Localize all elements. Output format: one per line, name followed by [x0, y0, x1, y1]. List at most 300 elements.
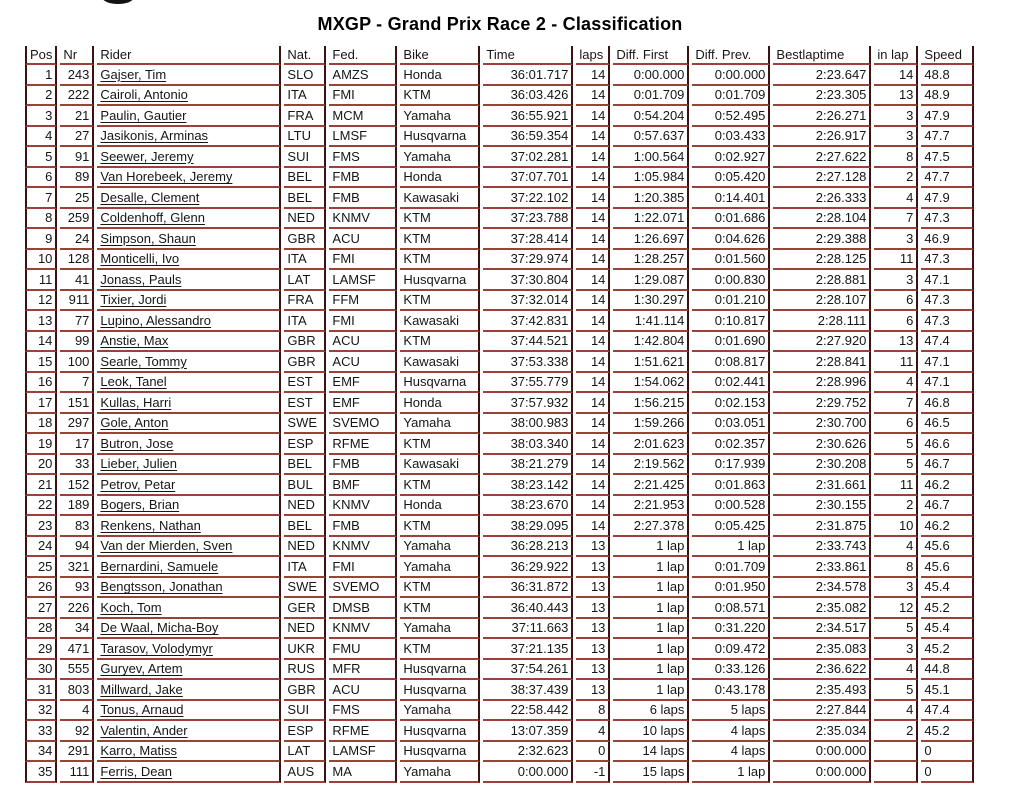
cell-rider: [97, 106, 281, 127]
cell-nr: 77: [60, 311, 94, 332]
cell-fed: KNMV: [329, 619, 397, 640]
cell-in_lap: 6: [874, 311, 918, 332]
cell-in_lap: 11: [874, 352, 918, 373]
cell-nr: 222: [60, 86, 94, 107]
cell-time: 37:07.701: [483, 168, 573, 189]
cell-bestlap: 2:30.626: [773, 434, 871, 455]
cell-laps: 14: [576, 311, 610, 332]
cell-rider: [97, 598, 281, 619]
cell-pos: 1: [25, 65, 57, 86]
cell-pos: 18: [25, 414, 57, 435]
cell-diff_prev: 0:01.709: [692, 86, 770, 107]
cell-laps: 14: [576, 250, 610, 271]
result-row: [25, 598, 974, 619]
cell-laps: 4: [576, 721, 610, 742]
cell-diff_first: 0:01.709: [613, 86, 689, 107]
page-title: MXGP - Grand Prix Race 2 - Classification: [317, 14, 683, 34]
cell-bestlap: 2:27.128: [773, 168, 871, 189]
cell-nat: AUS: [284, 762, 326, 783]
cell-laps: 14: [576, 332, 610, 353]
cell-in_lap: 4: [874, 660, 918, 681]
cell-bestlap: 2:30.700: [773, 414, 871, 435]
cell-nat: LAT: [284, 270, 326, 291]
cell-in_lap: 12: [874, 598, 918, 619]
cell-diff_first: 1 lap: [613, 680, 689, 701]
cell-bike: Honda: [400, 168, 480, 189]
cell-time: 38:23.670: [483, 496, 573, 517]
cell-diff_first: 1 lap: [613, 660, 689, 681]
cell-rider: [97, 496, 281, 517]
cell-fed: RFME: [329, 434, 397, 455]
rider-name: Desalle, Clement: [100, 189, 200, 205]
cell-pos: 11: [25, 270, 57, 291]
cell-bike: Yamaha: [400, 762, 480, 783]
cell-rider: [97, 537, 281, 558]
cell-speed: 45.2: [921, 721, 974, 742]
result-row: [25, 496, 974, 517]
cell-bestlap: 2:30.208: [773, 455, 871, 476]
cell-time: 36:31.872: [483, 578, 573, 599]
cell-nr: 89: [60, 168, 94, 189]
cell-nr: 4: [60, 701, 94, 722]
cell-laps: 13: [576, 639, 610, 660]
cell-time: 38:21.279: [483, 455, 573, 476]
cell-diff_first: 1:41.114: [613, 311, 689, 332]
cell-time: 38:37.439: [483, 680, 573, 701]
cell-nr: 291: [60, 742, 94, 763]
cell-bestlap: 2:27.844: [773, 701, 871, 722]
cell-pos: 10: [25, 250, 57, 271]
cell-in_lap: 3: [874, 106, 918, 127]
rider-name: Bernardini, Samuele: [100, 558, 219, 574]
cell-nr: 83: [60, 516, 94, 537]
cell-bestlap: 2:28.881: [773, 270, 871, 291]
cell-diff_first: 1:29.087: [613, 270, 689, 291]
cell-diff_prev: 0:09.472: [692, 639, 770, 660]
cell-bike: Yamaha: [400, 619, 480, 640]
cell-diff_first: 1 lap: [613, 578, 689, 599]
cell-laps: 13: [576, 578, 610, 599]
cell-bestlap: 2:26.271: [773, 106, 871, 127]
cell-diff_prev: 4 laps: [692, 742, 770, 763]
cell-in_lap: 5: [874, 455, 918, 476]
rider-name: Cairoli, Antonio: [100, 87, 188, 103]
rider-name: Lieber, Julien: [100, 456, 178, 472]
cell-time: 36:28.213: [483, 537, 573, 558]
cell-nat: BEL: [284, 168, 326, 189]
column-header-nr: Nr: [60, 46, 94, 65]
results-table: [22, 46, 977, 783]
cell-nat: UKR: [284, 639, 326, 660]
cell-laps: 13: [576, 660, 610, 681]
cell-diff_first: 2:01.623: [613, 434, 689, 455]
cell-nr: 151: [60, 393, 94, 414]
cell-laps: 0: [576, 742, 610, 763]
cell-speed: 48.9: [921, 86, 974, 107]
cell-nat: FRA: [284, 106, 326, 127]
cell-bike: KTM: [400, 229, 480, 250]
cell-nr: 803: [60, 680, 94, 701]
result-row: [25, 742, 974, 763]
cell-nat: LAT: [284, 742, 326, 763]
rider-name: Jonass, Pauls: [100, 271, 182, 287]
cell-time: 37:32.014: [483, 291, 573, 312]
cell-bike: KTM: [400, 291, 480, 312]
cell-fed: ACU: [329, 680, 397, 701]
cell-fed: EMF: [329, 393, 397, 414]
cell-in_lap: 7: [874, 209, 918, 230]
cell-bike: Husqvarna: [400, 680, 480, 701]
cell-diff_prev: 0:14.401: [692, 188, 770, 209]
cell-nr: 152: [60, 475, 94, 496]
cell-in_lap: 8: [874, 147, 918, 168]
cell-diff_first: 1:28.257: [613, 250, 689, 271]
cell-bike: Husqvarna: [400, 373, 480, 394]
cell-time: 37:57.932: [483, 393, 573, 414]
result-row: [25, 65, 974, 86]
cell-bike: KTM: [400, 475, 480, 496]
rider-name: Renkens, Nathan: [100, 517, 201, 533]
cell-diff_first: 1:05.984: [613, 168, 689, 189]
cell-rider: [97, 311, 281, 332]
cell-nat: SWE: [284, 414, 326, 435]
cell-speed: 45.4: [921, 619, 974, 640]
result-row: [25, 127, 974, 148]
cell-diff_prev: 5 laps: [692, 701, 770, 722]
cell-diff_first: 10 laps: [613, 721, 689, 742]
cell-diff_prev: 0:01.709: [692, 557, 770, 578]
cell-diff_prev: 0:01.863: [692, 475, 770, 496]
cell-diff_prev: 0:02.441: [692, 373, 770, 394]
cell-bike: Yamaha: [400, 106, 480, 127]
cell-diff_first: 1:20.385: [613, 188, 689, 209]
table-header-row: [25, 46, 974, 65]
cell-speed: 45.4: [921, 578, 974, 599]
cell-speed: 45.2: [921, 639, 974, 660]
cell-in_lap: 4: [874, 188, 918, 209]
cell-bike: Kawasaki: [400, 352, 480, 373]
cell-rider: [97, 291, 281, 312]
result-row: [25, 660, 974, 681]
cell-speed: 46.2: [921, 516, 974, 537]
cell-diff_prev: 0:31.220: [692, 619, 770, 640]
cell-diff_prev: 0:00.000: [692, 65, 770, 86]
cell-fed: FMS: [329, 147, 397, 168]
cell-diff_prev: 0:01.690: [692, 332, 770, 353]
cell-diff_first: 2:27.378: [613, 516, 689, 537]
rider-name: Simpson, Shaun: [100, 230, 196, 246]
cell-in_lap: 8: [874, 557, 918, 578]
rider-name: Karro, Matiss: [100, 743, 177, 759]
cell-time: 37:11.663: [483, 619, 573, 640]
column-header-nat: Nat.: [284, 46, 326, 65]
cell-bike: KTM: [400, 209, 480, 230]
cell-nr: 555: [60, 660, 94, 681]
cell-pos: 35: [25, 762, 57, 783]
result-row: [25, 168, 974, 189]
cell-bestlap: 2:35.082: [773, 598, 871, 619]
cell-nr: 24: [60, 229, 94, 250]
cell-diff_first: 1 lap: [613, 639, 689, 660]
cell-nat: SUI: [284, 147, 326, 168]
cell-speed: 47.1: [921, 373, 974, 394]
result-row: [25, 557, 974, 578]
cell-in_lap: 3: [874, 229, 918, 250]
cell-time: 38:00.983: [483, 414, 573, 435]
cell-in_lap: 3: [874, 639, 918, 660]
cell-nr: 27: [60, 127, 94, 148]
column-header-diff_prev: Diff. Prev.: [692, 46, 770, 65]
cell-rider: [97, 393, 281, 414]
cell-laps: 14: [576, 86, 610, 107]
column-header-fed: Fed.: [329, 46, 397, 65]
cell-diff_prev: 0:02.357: [692, 434, 770, 455]
cell-in_lap: 4: [874, 537, 918, 558]
cell-bestlap: 2:26.333: [773, 188, 871, 209]
cell-nr: 321: [60, 557, 94, 578]
cell-diff_first: 1 lap: [613, 537, 689, 558]
cell-rider: [97, 352, 281, 373]
cell-laps: 13: [576, 537, 610, 558]
cell-pos: 16: [25, 373, 57, 394]
cell-time: 37:02.281: [483, 147, 573, 168]
cell-speed: 44.8: [921, 660, 974, 681]
cell-fed: FMB: [329, 188, 397, 209]
cell-in_lap: 6: [874, 414, 918, 435]
cell-pos: 31: [25, 680, 57, 701]
rider-name: Petrov, Petar: [100, 476, 176, 492]
cell-bike: Kawasaki: [400, 455, 480, 476]
cell-nr: 93: [60, 578, 94, 599]
cell-diff_prev: 0:00.528: [692, 496, 770, 517]
cell-laps: 14: [576, 393, 610, 414]
cell-laps: 13: [576, 598, 610, 619]
result-row: [25, 455, 974, 476]
cell-bestlap: 2:33.861: [773, 557, 871, 578]
cell-fed: SVEMO: [329, 578, 397, 599]
cell-nr: 297: [60, 414, 94, 435]
cell-bike: Husqvarna: [400, 742, 480, 763]
cell-in_lap: 5: [874, 680, 918, 701]
cell-nr: 100: [60, 352, 94, 373]
cell-speed: 47.4: [921, 332, 974, 353]
cell-pos: 13: [25, 311, 57, 332]
cell-laps: 14: [576, 168, 610, 189]
column-header-speed: Speed: [921, 46, 974, 65]
cell-fed: KNMV: [329, 496, 397, 517]
cell-bestlap: 0:00.000: [773, 742, 871, 763]
cell-speed: 47.3: [921, 250, 974, 271]
column-header-diff_first: Diff. First: [613, 46, 689, 65]
cell-diff_first: 0:00.000: [613, 65, 689, 86]
cell-speed: 45.6: [921, 537, 974, 558]
cell-fed: FFM: [329, 291, 397, 312]
cell-time: 37:29.974: [483, 250, 573, 271]
cell-bike: KTM: [400, 332, 480, 353]
cell-laps: 14: [576, 127, 610, 148]
cell-diff_first: 0:57.637: [613, 127, 689, 148]
cell-fed: FMB: [329, 168, 397, 189]
cell-nr: 99: [60, 332, 94, 353]
column-header-laps: laps: [576, 46, 610, 65]
cell-diff_first: 1:22.071: [613, 209, 689, 230]
cell-pos: 27: [25, 598, 57, 619]
cell-rider: [97, 701, 281, 722]
cell-rider: [97, 86, 281, 107]
rider-name: Tarasov, Volodymyr: [100, 640, 213, 656]
cell-laps: 13: [576, 557, 610, 578]
cell-time: 36:29.922: [483, 557, 573, 578]
cell-nat: GER: [284, 598, 326, 619]
rider-name: Bogers, Brian: [100, 497, 180, 513]
cell-in_lap: 11: [874, 250, 918, 271]
result-row: [25, 311, 974, 332]
cell-bestlap: 2:35.083: [773, 639, 871, 660]
cell-in_lap: 6: [874, 291, 918, 312]
cell-rider: [97, 147, 281, 168]
cell-diff_prev: 0:01.210: [692, 291, 770, 312]
cell-diff_first: 2:21.425: [613, 475, 689, 496]
cell-in_lap: 2: [874, 168, 918, 189]
result-row: [25, 147, 974, 168]
result-row: [25, 721, 974, 742]
cell-fed: MA: [329, 762, 397, 783]
cell-diff_first: 2:21.953: [613, 496, 689, 517]
cell-diff_first: 1 lap: [613, 557, 689, 578]
rider-name: Jasikonis, Arminas: [100, 128, 209, 144]
cell-fed: FMI: [329, 250, 397, 271]
cell-laps: 14: [576, 475, 610, 496]
cell-speed: 46.2: [921, 475, 974, 496]
cell-laps: 14: [576, 229, 610, 250]
cell-bestlap: 2:29.752: [773, 393, 871, 414]
cell-bike: Yamaha: [400, 701, 480, 722]
result-row: [25, 86, 974, 107]
cell-nat: NED: [284, 496, 326, 517]
cell-pos: 9: [25, 229, 57, 250]
cell-speed: 0: [921, 742, 974, 763]
cell-in_lap: 2: [874, 721, 918, 742]
cell-laps: 14: [576, 352, 610, 373]
cell-nat: NED: [284, 537, 326, 558]
cell-speed: 47.1: [921, 270, 974, 291]
cell-diff_prev: 4 laps: [692, 721, 770, 742]
cell-diff_first: 1:26.697: [613, 229, 689, 250]
cell-pos: 3: [25, 106, 57, 127]
cell-time: 36:55.921: [483, 106, 573, 127]
cell-pos: 21: [25, 475, 57, 496]
cell-pos: 17: [25, 393, 57, 414]
cell-nr: 471: [60, 639, 94, 660]
cell-time: 36:59.354: [483, 127, 573, 148]
cell-nr: 41: [60, 270, 94, 291]
cell-bike: KTM: [400, 250, 480, 271]
cell-pos: 25: [25, 557, 57, 578]
cell-rider: [97, 229, 281, 250]
cell-fed: BMF: [329, 475, 397, 496]
cell-nat: ITA: [284, 557, 326, 578]
cell-bike: Yamaha: [400, 147, 480, 168]
cell-time: 38:03.340: [483, 434, 573, 455]
cell-time: 36:40.443: [483, 598, 573, 619]
cell-nr: 17: [60, 434, 94, 455]
cell-fed: AMZS: [329, 65, 397, 86]
cell-speed: 47.5: [921, 147, 974, 168]
cell-nr: 21: [60, 106, 94, 127]
column-header-pos: Pos: [25, 46, 57, 65]
cell-diff_prev: 0:02.927: [692, 147, 770, 168]
cell-fed: FMU: [329, 639, 397, 660]
cell-nat: NED: [284, 619, 326, 640]
cell-time: 13:07.359: [483, 721, 573, 742]
cell-nr: 128: [60, 250, 94, 271]
cell-speed: 47.3: [921, 291, 974, 312]
cell-time: 38:23.142: [483, 475, 573, 496]
cell-diff_first: 14 laps: [613, 742, 689, 763]
result-row: [25, 680, 974, 701]
cell-rider: [97, 250, 281, 271]
cell-diff_first: 1 lap: [613, 598, 689, 619]
cell-pos: 33: [25, 721, 57, 742]
result-row: [25, 270, 974, 291]
cell-time: 36:03.426: [483, 86, 573, 107]
cell-diff_prev: 0:43.178: [692, 680, 770, 701]
rider-name: Monticelli, Ivo: [100, 251, 180, 267]
cell-diff_prev: 0:03.051: [692, 414, 770, 435]
cell-bestlap: 2:28.111: [773, 311, 871, 332]
cell-laps: 8: [576, 701, 610, 722]
cell-speed: 47.9: [921, 188, 974, 209]
cell-fed: ACU: [329, 332, 397, 353]
cell-fed: FMB: [329, 455, 397, 476]
cell-in_lap: 4: [874, 373, 918, 394]
cell-nat: SWE: [284, 578, 326, 599]
rider-name: Lupino, Alessandro: [100, 312, 211, 328]
rider-name: Koch, Tom: [100, 599, 162, 615]
cell-bestlap: 2:23.305: [773, 86, 871, 107]
cell-bike: KTM: [400, 578, 480, 599]
cell-pos: 26: [25, 578, 57, 599]
cell-rider: [97, 578, 281, 599]
cell-bestlap: 2:34.578: [773, 578, 871, 599]
cell-nat: BEL: [284, 188, 326, 209]
cell-rider: [97, 127, 281, 148]
cell-diff_prev: 0:33.126: [692, 660, 770, 681]
cell-fed: KNMV: [329, 537, 397, 558]
cell-pos: 7: [25, 188, 57, 209]
result-row: [25, 332, 974, 353]
cell-bestlap: 2:28.996: [773, 373, 871, 394]
cell-rider: [97, 680, 281, 701]
rider-name: Millward, Jake: [100, 681, 183, 697]
cell-pos: 6: [25, 168, 57, 189]
cell-speed: 46.7: [921, 496, 974, 517]
cell-bestlap: 0:00.000: [773, 762, 871, 783]
rider-name: Guryev, Artem: [100, 661, 183, 677]
cell-in_lap: 13: [874, 86, 918, 107]
result-row: [25, 516, 974, 537]
cell-time: 37:44.521: [483, 332, 573, 353]
rider-name: Tonus, Arnaud: [100, 702, 184, 718]
cell-diff_first: 2:19.562: [613, 455, 689, 476]
cell-laps: 14: [576, 516, 610, 537]
cell-nat: GBR: [284, 229, 326, 250]
cell-pos: 28: [25, 619, 57, 640]
cell-bike: KTM: [400, 434, 480, 455]
cell-fed: ACU: [329, 352, 397, 373]
column-header-in_lap: in lap: [874, 46, 918, 65]
cell-laps: 14: [576, 270, 610, 291]
